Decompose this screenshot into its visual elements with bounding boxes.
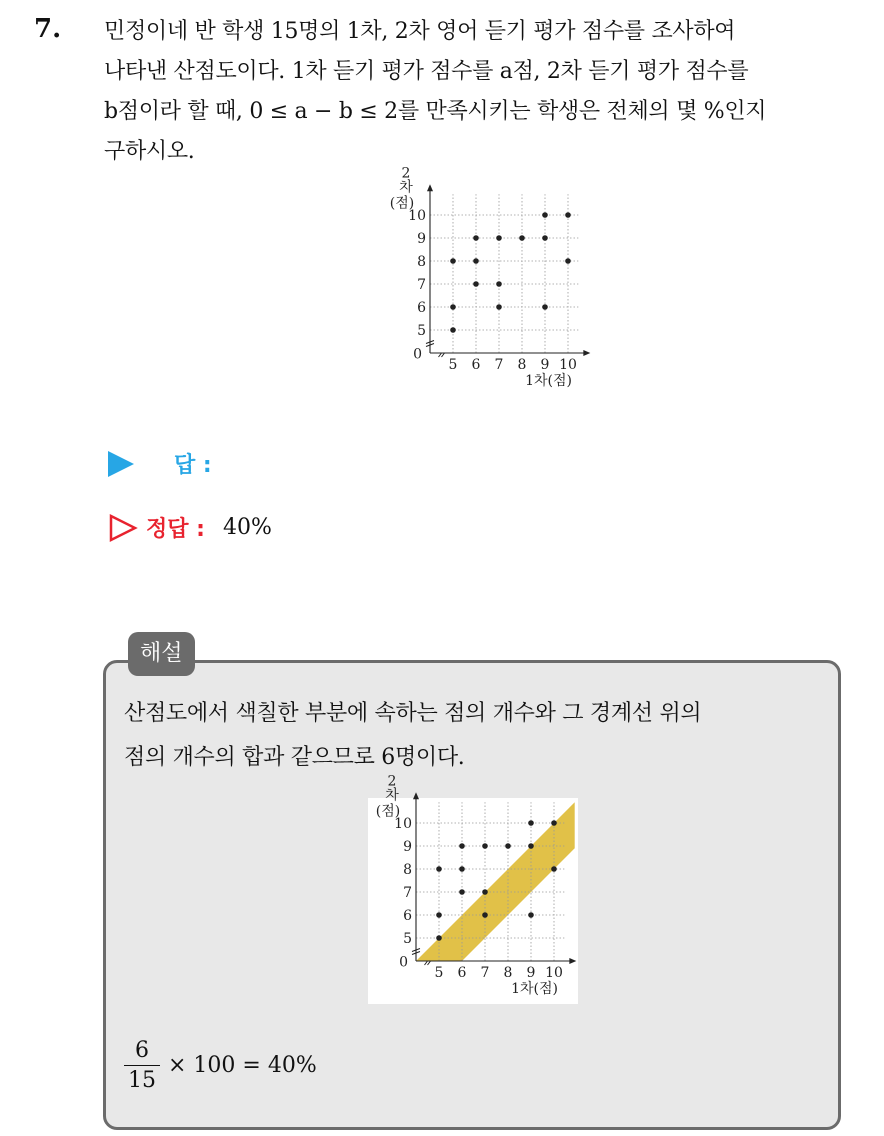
x-tick-label: 5: [434, 965, 444, 981]
y-tick-label: 7: [417, 276, 426, 293]
data-point: [459, 843, 465, 849]
question-text: [104, 12, 864, 172]
y-tick-label: 5: [403, 930, 412, 947]
x-tick-label: 8: [517, 357, 527, 373]
data-point: [473, 281, 479, 287]
y-tick-label: 9: [417, 230, 426, 247]
y-axis-label: 2: [387, 773, 397, 790]
solution-formula: [124, 1038, 317, 1093]
answer-label: 답 :: [174, 453, 212, 478]
x-axis-arrow: [583, 350, 590, 356]
correct-answer-label: 정답 :: [146, 517, 205, 542]
x-tick-label: 7: [480, 965, 490, 981]
y-tick-label: 8: [403, 861, 412, 878]
correct-answer-value: 40%: [222, 515, 272, 540]
y-tick-label: 10: [408, 207, 426, 224]
origin-label: 0: [399, 954, 408, 971]
shaded-scatter-plot: [368, 773, 578, 1004]
data-point: [496, 235, 502, 241]
data-point: [436, 912, 442, 918]
x-tick-label: 7: [494, 357, 504, 373]
y-axis-label: (점): [389, 195, 415, 212]
x-tick-label: 6: [457, 965, 467, 981]
y-tick-label: 8: [417, 253, 426, 270]
data-point: [450, 327, 456, 333]
solution-line: 산점도에서 색칠한 부분에 속하는 점의 개수와 그 경계선 위의: [124, 701, 702, 726]
x-axis-label: 1차(점): [511, 981, 558, 998]
data-point: [496, 281, 502, 287]
data-point: [459, 866, 465, 872]
data-point: [436, 935, 442, 941]
solution-line: 점의 개수의 합과 같으므로 6명이다.: [124, 745, 465, 770]
question-line: 구하시오.: [104, 139, 195, 164]
x-axis-label: 1차(점): [525, 373, 572, 390]
data-point: [542, 212, 548, 218]
outline-arrow-icon: [108, 513, 138, 543]
data-point: [436, 866, 442, 872]
origin-label: 0: [413, 346, 422, 363]
data-point: [551, 866, 557, 872]
data-point: [528, 820, 534, 826]
data-point: [565, 258, 571, 264]
fraction: [124, 1038, 160, 1093]
solution-text: [124, 692, 701, 780]
data-point: [542, 235, 548, 241]
data-point: [505, 843, 511, 849]
x-break-mark: [439, 353, 445, 357]
y-tick-label: 7: [403, 884, 412, 901]
x-axis-arrow: [569, 958, 576, 964]
question-line: b점이라 할 때, 0 ≤ a − b ≤ 2를 만족시키는 학생은 전체의 몇 %인지: [104, 99, 767, 124]
correct-answer-row: [108, 512, 272, 543]
y-tick-label: 6: [417, 299, 426, 316]
question-line: 민정이네 반 학생 15명의 1차, 2차 영어 듣기 평가 점수를 조사하여: [104, 19, 736, 44]
data-point: [482, 912, 488, 918]
y-axis-label: 차: [385, 787, 399, 804]
y-tick-label: 6: [403, 907, 412, 924]
data-point: [528, 843, 534, 849]
play-arrow-icon: [108, 451, 134, 477]
data-point: [519, 235, 525, 241]
y-axis-label: (점): [375, 803, 401, 820]
data-point: [459, 889, 465, 895]
x-tick-label: 6: [471, 357, 481, 373]
formula-tail: × 100 = 40%: [168, 1053, 317, 1078]
y-tick-label: 9: [403, 838, 412, 855]
question-number: 7.: [34, 14, 62, 44]
y-axis-arrow: [427, 184, 433, 191]
y-tick-label: 5: [417, 322, 426, 339]
data-point: [528, 912, 534, 918]
y-tick-label: 10: [394, 815, 412, 832]
data-point: [482, 843, 488, 849]
y-axis-label: 차: [399, 179, 413, 196]
data-point: [496, 304, 502, 310]
x-tick-label: 9: [526, 965, 536, 981]
solution-tag: 해설: [128, 632, 195, 676]
data-point: [551, 820, 557, 826]
scatter-plot: [360, 165, 600, 400]
question-line: 나타낸 산점도이다. 1차 듣기 평가 점수를 a점, 2차 듣기 평가 점수를: [104, 59, 749, 84]
data-point: [473, 258, 479, 264]
x-tick-label: 5: [448, 357, 458, 373]
fraction-denominator: 15: [124, 1065, 160, 1093]
data-point: [565, 212, 571, 218]
answer-row: [108, 448, 212, 479]
data-point: [542, 304, 548, 310]
data-point: [450, 258, 456, 264]
fraction-numerator: 6: [135, 1038, 149, 1063]
x-tick-label: 8: [503, 965, 513, 981]
y-axis-label: 2: [401, 165, 411, 182]
data-point: [482, 889, 488, 895]
x-break-mark: [425, 961, 431, 965]
x-tick-label: 10: [545, 965, 563, 981]
x-tick-label: 9: [540, 357, 550, 373]
data-point: [450, 304, 456, 310]
x-tick-label: 10: [559, 357, 577, 373]
data-point: [473, 235, 479, 241]
